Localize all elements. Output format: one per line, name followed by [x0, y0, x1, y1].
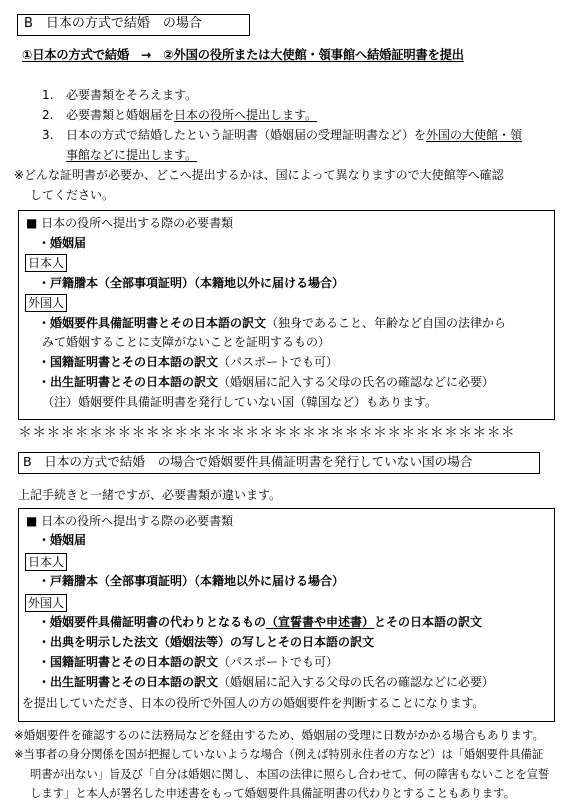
note-2: ※婚姻要件を確認するのに法務局などを経由するため、婚姻届の受理に日数がかかる場合もあります。	[14, 728, 545, 742]
step-3-number: 3.	[42, 128, 54, 142]
box2-item-nationality-cert-note: （パスポートでも可）	[218, 655, 339, 669]
box1-note: （注）婚姻要件具備証明書を発行していない国（韓国など）もあります。	[42, 395, 438, 409]
box1-item-birth-cert-bold: ・出生証明書とその日本語の訳文	[38, 375, 219, 389]
step-1-text: 必要書類をそろえます。	[66, 88, 198, 102]
star-divider: ＊＊＊＊＊＊＊＊＊＊＊＊＊＊＊＊＊＊＊＊＊＊＊＊＊＊＊＊＊＊＊＊＊＊＊	[18, 425, 515, 441]
step-3-text	[66, 128, 522, 144]
box2-closing: を提出していただき、日本の役所で外国人の方の婚姻要件を判断することになります。	[22, 696, 485, 710]
step-2-number: 2.	[42, 108, 54, 122]
step-3-prefix: 日本の方式で結婚したという証明書（婚姻届の受理証明書など）を	[66, 128, 427, 142]
box2-item-alternative-doc-post: とその日本語の訳文	[374, 615, 483, 629]
section-b-header-text: B 日本の方式で結婚 の場合	[24, 16, 202, 31]
box2-tag-foreign: 外国人	[25, 594, 67, 612]
box1-item-nationality-cert-note: （パスポートでも可）	[218, 355, 339, 369]
box1-item-nationality-cert	[38, 355, 338, 371]
step-3-underlined-2: 事館などに提出します。	[66, 148, 198, 162]
box1-item-marriage-form: ・婚姻届	[38, 236, 87, 250]
section-b2-header	[18, 452, 540, 474]
step-2-underlined: 日本の役所へ提出します。	[174, 108, 318, 122]
box2-item-alternative-doc-underlined: （宣誓書や申述書）	[266, 615, 375, 629]
box2-item-koseki: ・戸籍謄本（全部事項証明）（本籍地以外に届ける場合）	[38, 574, 345, 588]
box2-item-birth-cert-note: （婚姻届に記入する父母の氏名の確認などに必要）	[218, 675, 495, 689]
box2-item-alternative-doc-pre: ・婚姻要件具備証明書の代わりとなるもの	[38, 615, 267, 629]
box1-item-requirement-cert-note: （独身であること、年齢など自国の法律から	[266, 316, 507, 330]
box2-item-birth-cert-bold: ・出生証明書とその日本語の訳文	[38, 675, 219, 689]
box1-item-requirement-cert	[38, 316, 506, 332]
box2-item-nationality-cert-bold: ・国籍証明書とその日本語の訳文	[38, 655, 219, 669]
note-1-line-2: してください。	[30, 188, 115, 202]
box1-item-birth-cert-note: （婚姻届に記入する父母の氏名の確認などに必要）	[218, 375, 495, 389]
step-1-number: 1.	[42, 88, 54, 102]
box2-item-marriage-form: ・婚姻届	[38, 533, 87, 547]
step-2-prefix: 必要書類と婚姻届を	[66, 108, 175, 122]
note-3-line-3: します」と本人が署名した申述書をもって婚姻要件具備証明書の代わりとすることもあります。	[30, 787, 515, 800]
box1-item-nationality-cert-bold: ・国籍証明書とその日本語の訳文	[38, 355, 219, 369]
box2-title: ■ 日本の役所へ提出する際の必要書類	[26, 514, 234, 528]
section-b2-header-text: B 日本の方式で結婚 の場合で婚姻要件具備証明書を発行していない国の場合	[23, 454, 473, 469]
box1-title: ■ 日本の役所へ提出する際の必要書類	[26, 216, 234, 230]
step-2-text	[66, 108, 317, 124]
step-3-underlined-1: 外国の大使館・領	[426, 128, 523, 142]
section-b-header	[17, 14, 250, 36]
box1-item-koseki: ・戸籍謄本（全部事項証明）（本籍地以外に届ける場合）	[38, 276, 345, 290]
box2-item-nationality-cert	[38, 655, 338, 671]
box1-item-requirement-cert-line2: みて婚姻することに支障がないことを証明するもの）	[42, 335, 331, 349]
box2-tag-japanese: 日本人	[25, 553, 67, 571]
flow-line: ①日本の方式で結婚 → ②外国の役所または大使館・領事館へ結婚証明書を提出	[22, 48, 464, 62]
note-1-line-1: ※どんな証明書が必要か、どこへ提出するかは、国によって異なりますので大使館等へ確認	[14, 168, 504, 182]
note-3-line-2: 明書が出ない」旨及び「自分は婚姻に関し、本国の法律に照らし合わせて、何の障害もないことを宣誓	[30, 768, 550, 781]
box1-tag-japanese: 日本人	[25, 254, 67, 272]
box2-item-law-text: ・出典を明示した法文（婚姻法等）の写しとその日本語の訳文	[38, 635, 375, 649]
box2-item-alternative-doc	[38, 615, 482, 631]
box2-item-birth-cert	[38, 675, 494, 691]
intro-2: 上記手続きと一緒ですが、必要書類が違います。	[18, 488, 282, 502]
box1-item-requirement-cert-bold: ・婚姻要件具備証明書とその日本語の訳文	[38, 316, 267, 330]
box1-tag-foreign: 外国人	[25, 294, 67, 312]
box1-item-birth-cert	[38, 375, 494, 391]
note-3-line-1: ※当事者の身分関係を国が把握していないような場合（例えば特別永住者の方など）は「婚姻要件具備証	[14, 748, 544, 761]
